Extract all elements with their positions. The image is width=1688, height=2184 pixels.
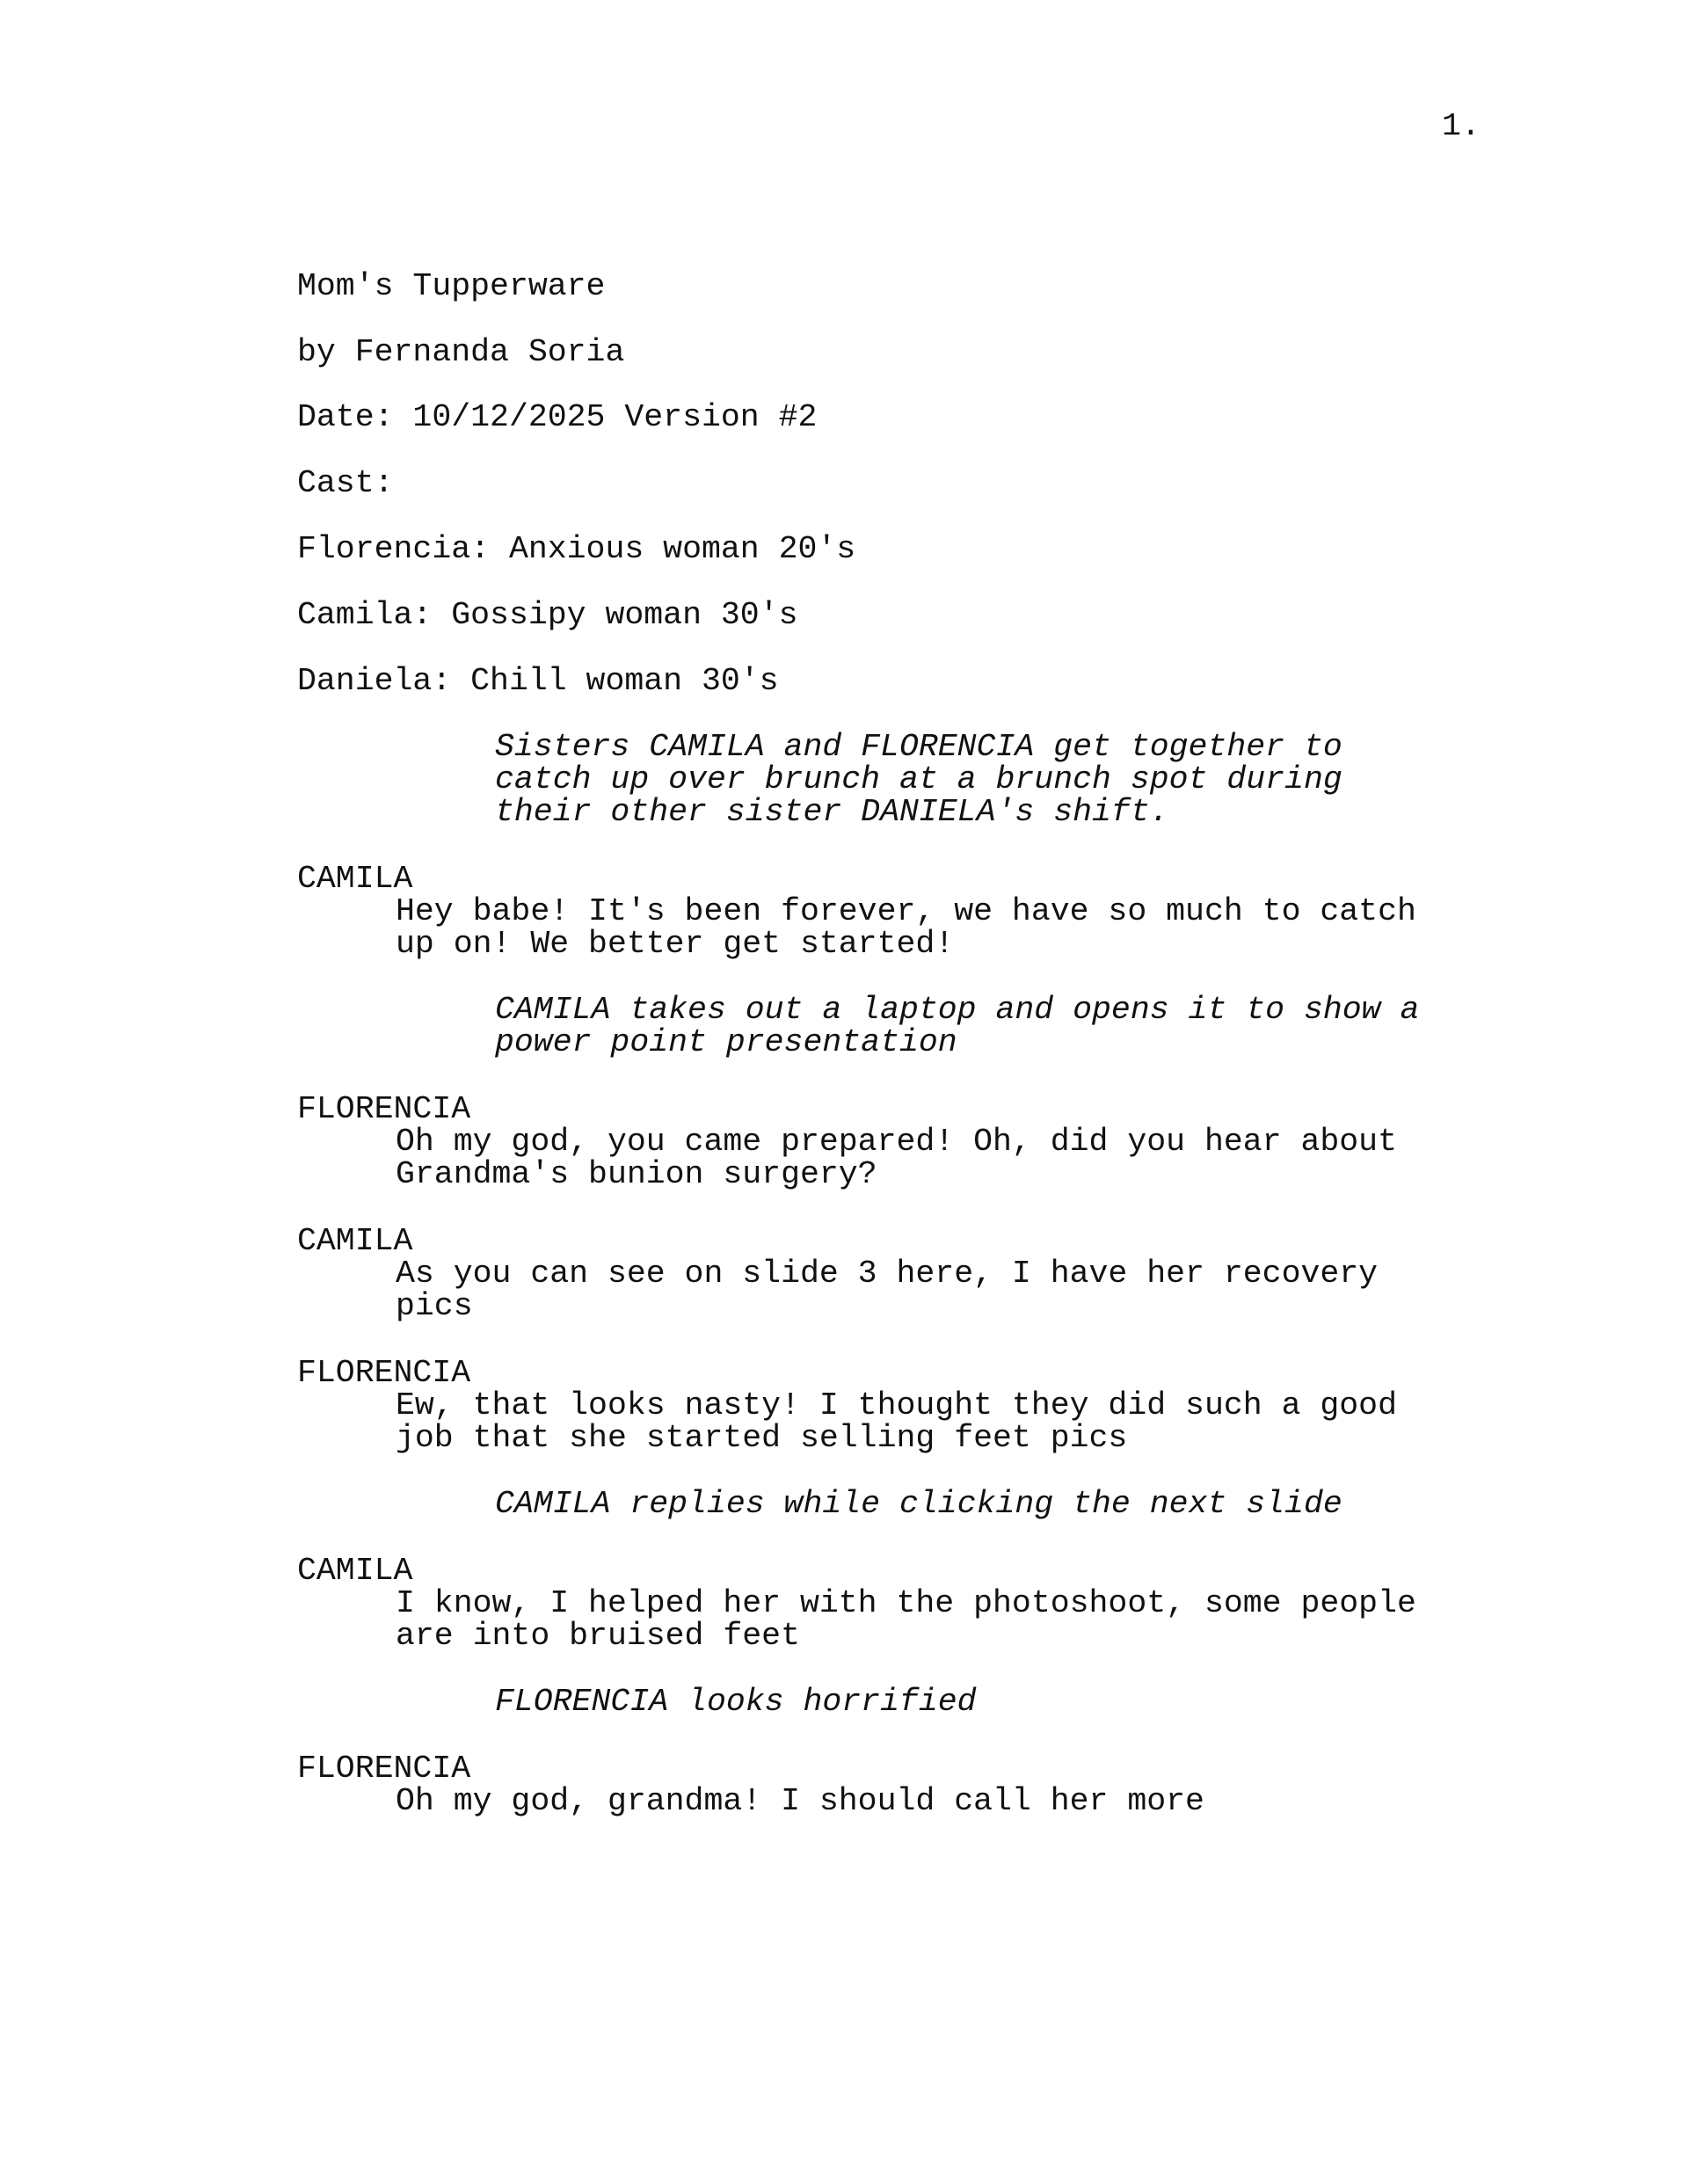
dialogue-line: Ew, that looks nasty! I thought they did such a good (396, 1387, 1397, 1423)
dialogue-line: pics (396, 1288, 473, 1324)
cast-member: Daniela: Chill woman 30's (297, 663, 779, 699)
dialogue-line: Oh my god, you came prepared! Oh, did you hear about (396, 1124, 1397, 1160)
dialogue-line: are into bruised feet (396, 1618, 800, 1654)
dialogue-line: up on! We better get started! (396, 926, 955, 962)
cast-member: Camila: Gossipy woman 30's (297, 597, 798, 633)
action-line: their other sister DANIELA's shift. (495, 794, 1169, 830)
character-name: CAMILA (297, 1553, 413, 1589)
action-line: power point presentation (495, 1024, 957, 1060)
page-number: 1. (1442, 108, 1481, 144)
date-version: Date: 10/12/2025 Version #2 (297, 399, 818, 435)
action-line: Sisters CAMILA and FLORENCIA get together to (495, 729, 1342, 765)
character-name: CAMILA (297, 1223, 413, 1259)
action-line: CAMILA takes out a laptop and opens it to show a (495, 992, 1420, 1028)
character-name: FLORENCIA (297, 1091, 471, 1127)
action-line: CAMILA replies while clicking the next slide (495, 1486, 1342, 1522)
character-name: CAMILA (297, 861, 413, 897)
dialogue-line: Oh my god, grandma! I should call her more (396, 1783, 1204, 1819)
author-byline: by Fernanda Soria (297, 334, 625, 370)
dialogue-line: As you can see on slide 3 here, I have her recovery (396, 1256, 1379, 1292)
dialogue-line: job that she started selling feet pics (396, 1420, 1128, 1456)
action-line: FLORENCIA looks horrified (495, 1684, 977, 1720)
dialogue-line: Grandma's bunion surgery? (396, 1156, 877, 1192)
cast-heading: Cast: (297, 465, 394, 501)
dialogue-line: I know, I helped her with the photoshoot, some people (396, 1585, 1416, 1621)
dialogue-line: Hey babe! It's been forever, we have so much to catch (396, 893, 1416, 929)
character-name: FLORENCIA (297, 1355, 471, 1391)
character-name: FLORENCIA (297, 1751, 471, 1787)
action-line: catch up over brunch at a brunch spot during (495, 761, 1342, 797)
script-title: Mom's Tupperware (297, 268, 606, 304)
cast-member: Florencia: Anxious woman 20's (297, 531, 856, 567)
